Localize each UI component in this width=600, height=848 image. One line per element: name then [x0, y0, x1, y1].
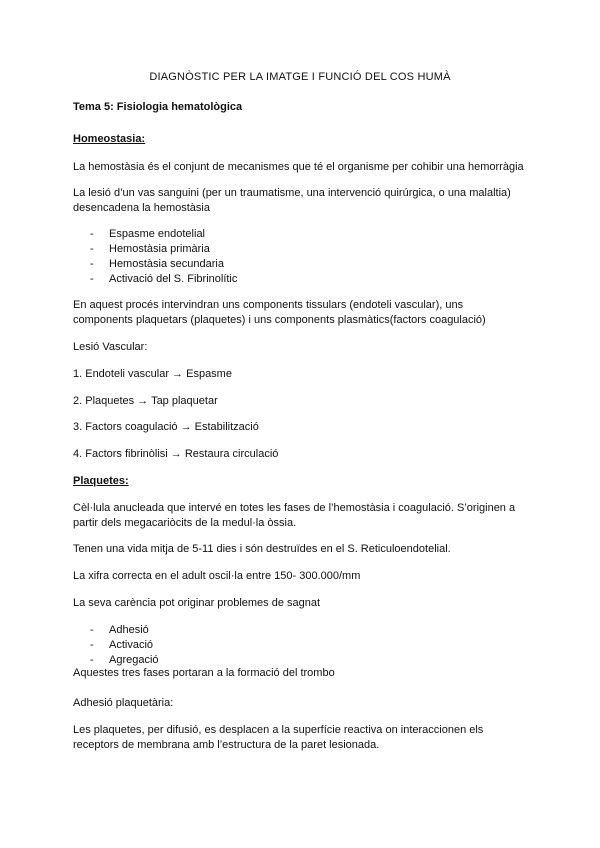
- list-item: - Hemostàsia secundaria: [90, 258, 224, 270]
- step-item: 4. Factors fibrinòlisi → Restaura circulació: [73, 448, 279, 460]
- list-marker: -: [90, 624, 94, 636]
- paragraph-plaquetes-line1: Cèl·lula anucleada que intervé en totes les fases de l’hemostàsia i coagulació. S’originen a: [73, 502, 516, 514]
- list-marker: -: [90, 273, 94, 285]
- plaquetes-phases-list: [90, 623, 159, 668]
- paragraph-trombo: Aquestes tres fases portaran a la formació del trombo: [73, 667, 335, 679]
- paragraph-difusio-line1: Les plaquetes, per difusió, es desplacen a la superfície reactiva on interaccionen els: [73, 724, 484, 736]
- paragraph-difusio-line2: receptors de membrana amb l’estructura de la paret lesionada.: [73, 739, 380, 751]
- hemostasia-phases-list: [90, 227, 237, 287]
- list-item: - Activació: [90, 639, 154, 651]
- topic-title: Tema 5: Fisiologia hematològica: [73, 101, 243, 113]
- paragraph-components-line1: En aquest procés intervindran uns components tissulars (endoteli vascular), uns: [73, 299, 464, 311]
- lesio-vascular-label: Lesió Vascular:: [73, 341, 148, 353]
- list-item: - Espasme endotelial: [90, 228, 206, 240]
- list-marker: -: [90, 228, 94, 240]
- list-marker: -: [90, 639, 94, 651]
- list-marker: -: [90, 258, 94, 270]
- list-item: - Activació del S. Fibrinolític: [90, 273, 238, 285]
- list-item: - Hemostàsia primària: [90, 243, 210, 255]
- paragraph-lesio-line2: desencadena la hemostàsia: [73, 202, 210, 214]
- paragraph-vida-mitja: Tenen una vida mitja de 5-11 dies i són destruïdes en el S. Reticuloendotelial.: [73, 543, 451, 555]
- paragraph-carencia: La seva carència pot originar problemes de sagnat: [73, 597, 321, 609]
- list-item: - Agregació: [90, 654, 159, 666]
- document-header: DIAGNÒSTIC PER LA IMATGE I FUNCIÓ DEL COS HUMÀ: [149, 71, 451, 83]
- adhesio-plaquetaria-label: Adhesió plaquetària:: [73, 697, 174, 709]
- paragraph-lesio-line1: La lesió d’un vas sanguini (per un traumatisme, una intervenció quirúrgica, o una malaltia): [73, 187, 511, 199]
- list-item: - Adhesió: [90, 624, 149, 636]
- paragraph-xifra: La xifra correcta en el adult oscil·la entre 150- 300.000/mm: [73, 570, 361, 582]
- paragraph-hemostasia-definition: La hemostàsia és el conjunt de mecanismes que té el organisme per cohibir una hemorràgia: [73, 161, 524, 173]
- step-item: 1. Endoteli vascular → Espasme: [73, 368, 232, 380]
- step-item: 3. Factors coagulació → Estabilització: [73, 421, 259, 433]
- step-item: 2. Plaquetes → Tap plaquetar: [73, 395, 218, 407]
- paragraph-components-line2: components plaquetars (plaquetes) i uns components plasmàtics(factors coagulació): [73, 314, 486, 326]
- list-marker: -: [90, 243, 94, 255]
- section-heading-homeostasia: Homeostasia:: [73, 133, 146, 145]
- paragraph-plaquetes-line2: partir dels megacariòcits de la medul·la òssia.: [73, 517, 297, 529]
- list-marker: -: [90, 654, 94, 666]
- section-heading-plaquetes: Plaquetes:: [73, 475, 129, 487]
